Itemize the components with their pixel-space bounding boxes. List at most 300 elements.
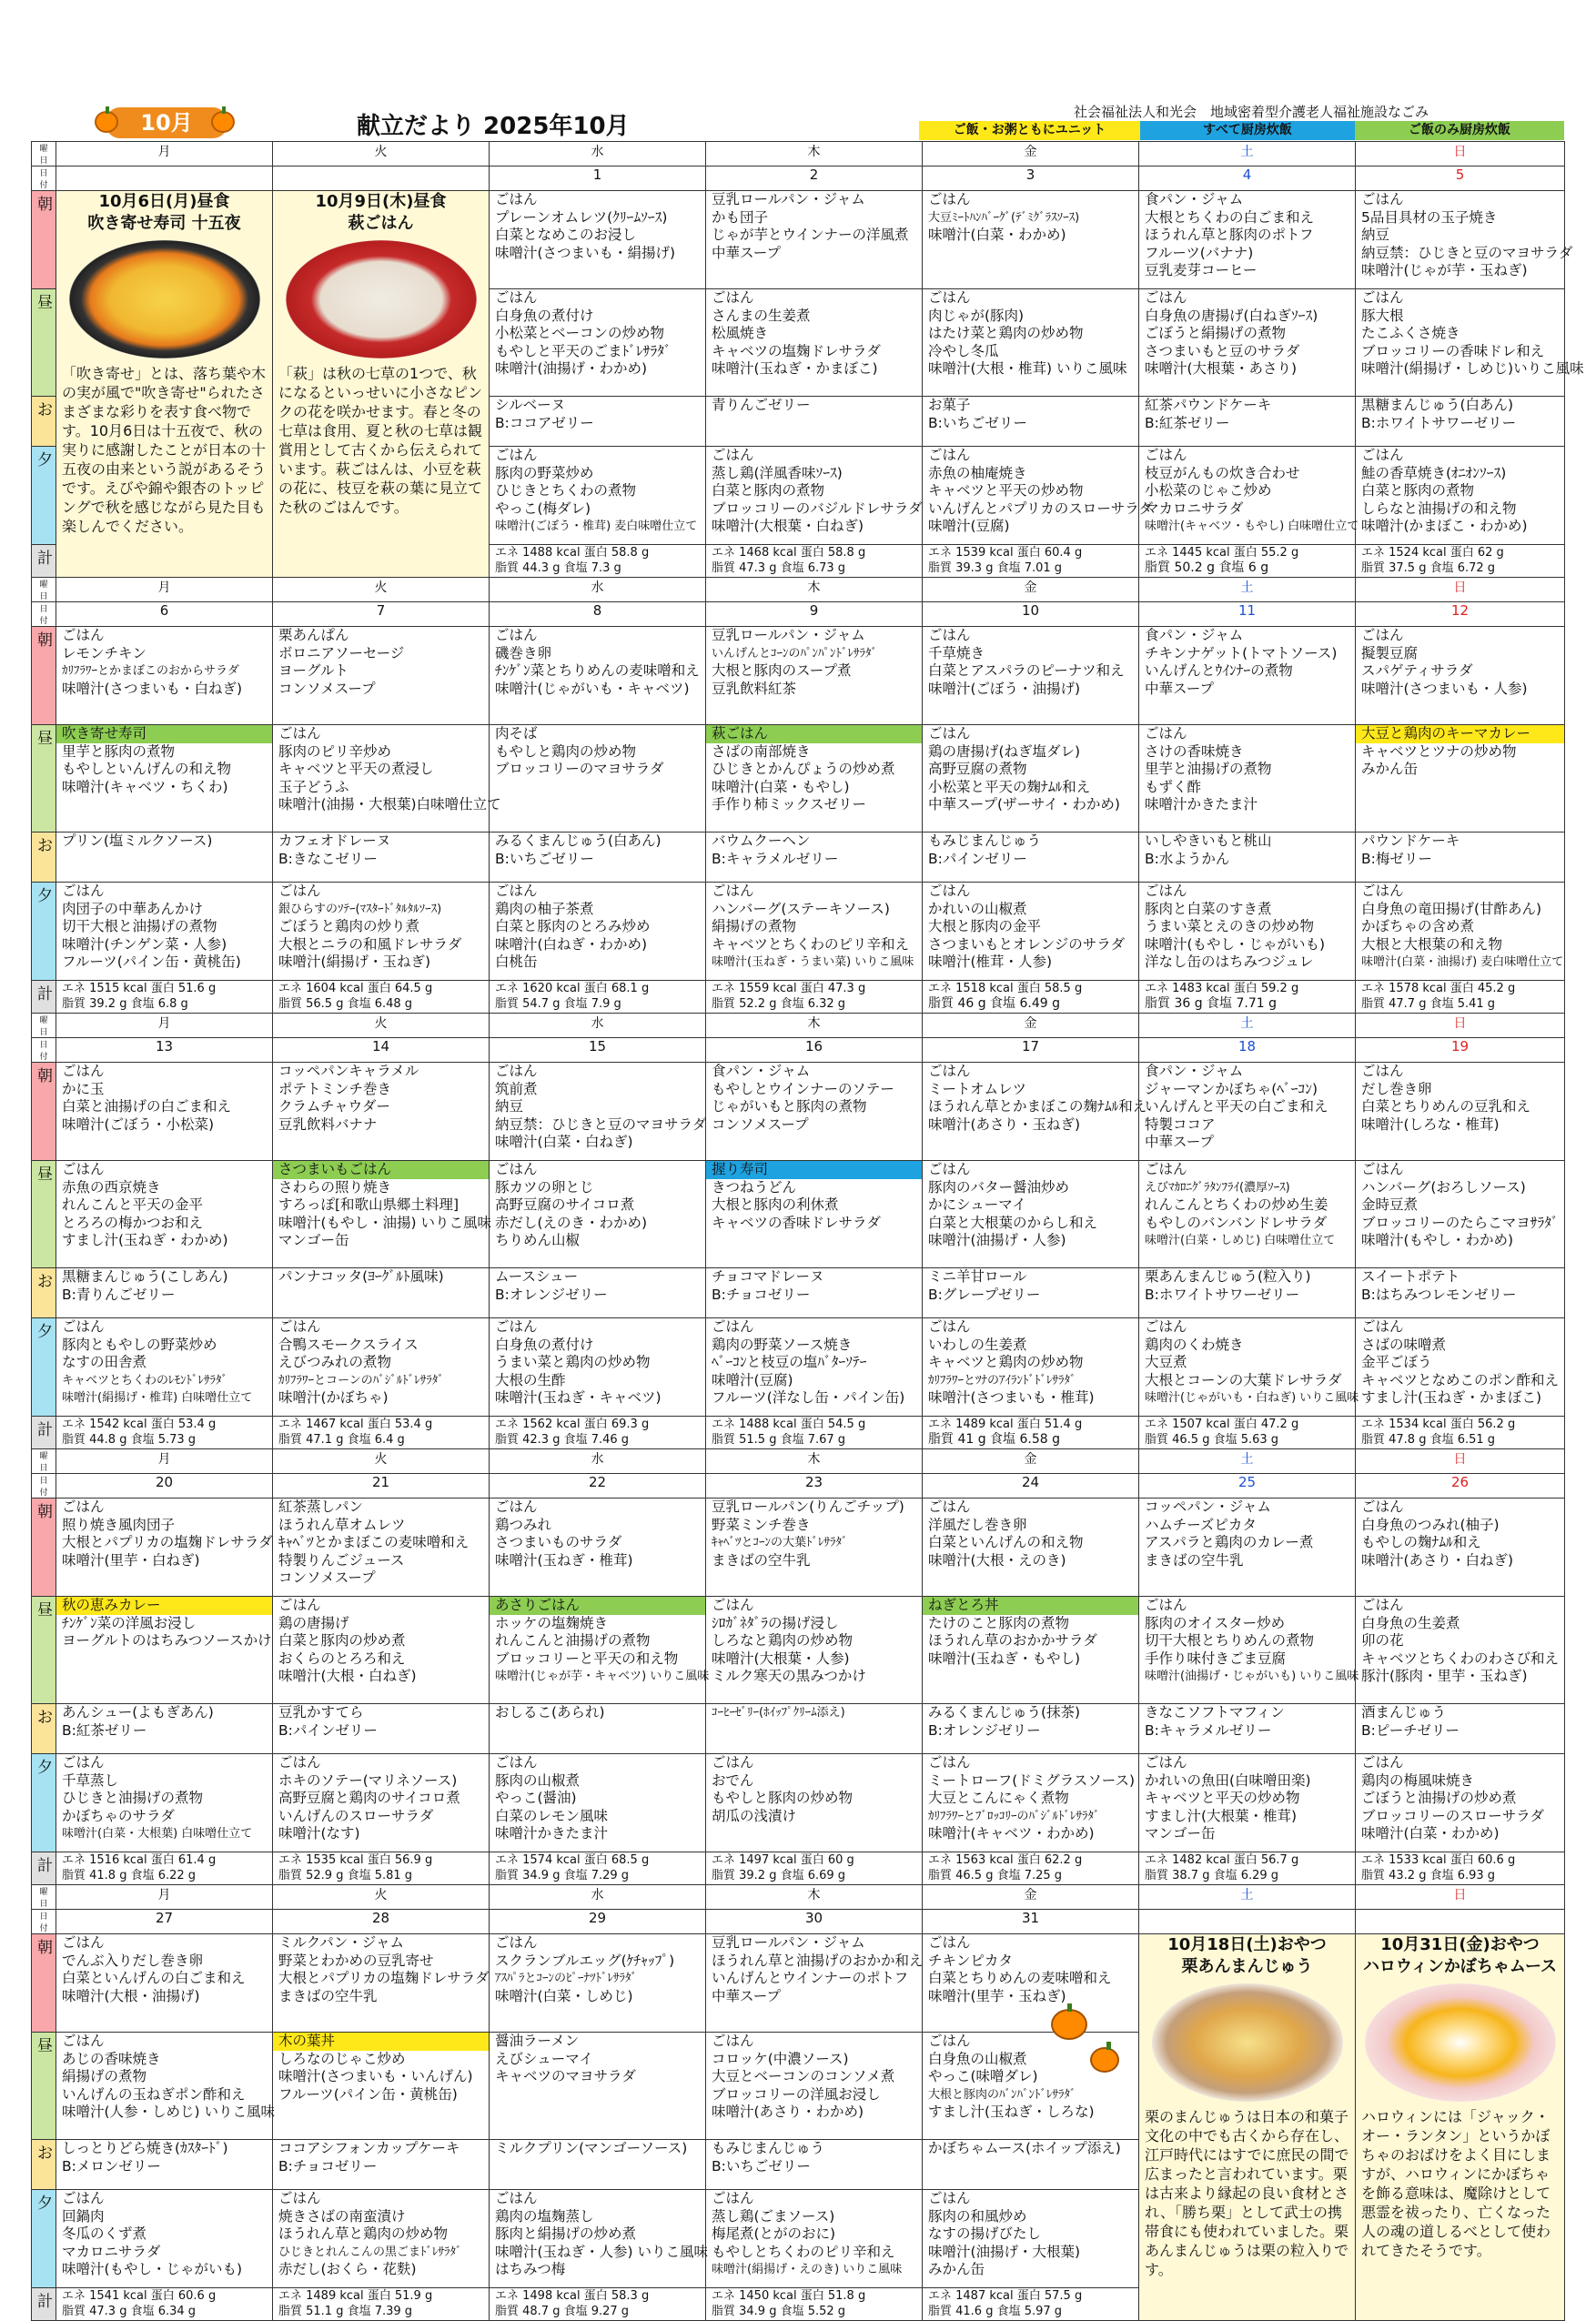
- menu-line: ｶﾘﾌﾗﾜｰとかまぼこのおからサラダ: [62, 664, 239, 678]
- menu-cell-yu: [1139, 1754, 1356, 1852]
- menu-line: 味噌汁(じゃがいも・キャベツ): [495, 680, 690, 697]
- menu-line: 白身魚の煮付け: [495, 307, 594, 324]
- legend-unit: ご飯・お粥ともにユニット: [919, 121, 1140, 140]
- row-label-yu: 夕: [32, 883, 56, 981]
- menu-line: 豆乳ロールパン・ジャム: [712, 1934, 865, 1951]
- menu-line: B:ココアゼリー: [495, 414, 594, 431]
- menu-line: 豚肉と白菜のすき煮: [1145, 900, 1272, 917]
- menu-cell-oyatsu: [273, 2140, 490, 2190]
- menu-line: 黒糖まんじゅう(白あん): [1361, 397, 1514, 413]
- menu-line: すまし汁(玉ねぎ・わかめ): [62, 1232, 228, 1248]
- menu-line: 中華スープ: [1145, 1134, 1214, 1150]
- row-label-hiru: 昼: [32, 289, 56, 397]
- weekday-6: 日: [1356, 1449, 1565, 1474]
- menu-line: もやしと豚肉の炒め物: [712, 1790, 854, 1806]
- menu-line: クラムチャウダー: [278, 1098, 390, 1115]
- menu-line: ごはん: [1145, 1754, 1187, 1771]
- menu-line: 味噌汁(もやし・じゃがいも): [1145, 935, 1326, 953]
- menu-line: かれいの魚田(白味噌田楽): [1145, 1771, 1311, 1789]
- menu-line: ごはん: [928, 1318, 971, 1335]
- menu-line: 味噌汁(ごぼう・小松菜): [62, 1115, 215, 1133]
- menu-line: ごはん: [278, 1754, 321, 1771]
- menu-line: 味噌汁(もやし・じゃがいも): [62, 2261, 243, 2277]
- menu-line: 脂質 41 g 食塩 6.58 g: [928, 1432, 1061, 1447]
- menu-cell-hiru: [490, 1597, 710, 1704]
- menu-cell-yu: [490, 447, 706, 545]
- menu-cell-asa: [490, 1063, 706, 1161]
- menu-line: B:メロンゼリー: [62, 2157, 161, 2175]
- menu-cell-nut: [706, 1417, 923, 1449]
- menu-cell-nut: [273, 981, 490, 1014]
- feature-title: 10月6日(月)昼食: [98, 192, 230, 211]
- menu-cell-nut: [706, 981, 923, 1014]
- menu-cell-hiru: [490, 289, 706, 397]
- row-label-yu: 夕: [32, 1754, 56, 1852]
- menu-line: かぼちゃのサラダ: [62, 1807, 175, 1824]
- menu-line: 脂質 41.8 g 食塩 6.22 g: [62, 1869, 197, 1882]
- menu-line: 味噌汁(白菜・大根葉) 白味噌仕立て: [62, 1827, 253, 1841]
- menu-line: 味噌汁かきたま汁: [1145, 796, 1258, 812]
- menu-line: 洋なし缶のはちみつジュレ: [1145, 954, 1314, 970]
- menu-line: エネ 1574 kcal 蛋白 68.5 g: [495, 1853, 650, 1867]
- menu-cell-asa: [923, 1499, 1139, 1597]
- menu-line: フルーツ(バナナ): [1145, 244, 1254, 261]
- menu-cell-nut: [1139, 1852, 1356, 1885]
- row-label-oyatsu: お: [32, 1268, 56, 1318]
- menu-line: 脂質 42.3 g 食塩 7.46 g: [495, 1433, 630, 1447]
- menu-line: 脂質 51.1 g 食塩 7.39 g: [278, 2305, 413, 2318]
- weekday-6: 日: [1356, 1014, 1565, 1038]
- menu-line: 白身魚の生姜煮: [1361, 1614, 1460, 1631]
- menu-line: 味噌汁(もやし・油揚) いりこ風味: [278, 1214, 492, 1231]
- menu-line: きなこソフトマフィン: [1145, 1704, 1285, 1721]
- menu-cell-oyatsu: [490, 397, 706, 447]
- menu-line: 味噌汁(里芋・白ねぎ): [62, 1551, 200, 1569]
- menu-line: キャベツとツナの炒め物: [1361, 742, 1517, 760]
- menu-cell-asa: [706, 1063, 923, 1161]
- menu-line: エネ 1488 kcal 蛋白 58.8 g: [495, 546, 650, 560]
- menu-line: 白菜となめこのお浸し: [495, 227, 637, 243]
- menu-line: 大根と大根葉の和え物: [1361, 935, 1503, 953]
- menu-line: 鶏肉の柚子茶煮: [495, 900, 594, 917]
- menu-line: 大根とコーンの大葉ドレサラダ: [1145, 1371, 1342, 1388]
- menu-line: 味噌汁(大根葉・あさり): [1145, 360, 1298, 377]
- menu-cell-oyatsu: [706, 2140, 923, 2190]
- row-label-oyatsu: お: [32, 2140, 56, 2190]
- menu-line: 小松菜と平天の麹ﾅﾑﾙ和え: [928, 778, 1091, 795]
- menu-line: マンゴー缶: [278, 1232, 349, 1248]
- menu-line: ブロッコリーのスローサラダ: [1361, 1807, 1545, 1824]
- menu-line: ごはん: [712, 2190, 754, 2206]
- date-cell: 2: [706, 167, 923, 191]
- menu-line: 蒸し鶏(ごまソース): [712, 2207, 835, 2225]
- menu-line: ごはん: [62, 1499, 105, 1515]
- row-label-date_small: 日付: [32, 602, 56, 627]
- menu-line: 中華スープ: [1145, 680, 1214, 697]
- menu-line: パンナコッタ(ﾖｰｸﾞﾙﾄ風味): [278, 1268, 444, 1285]
- menu-line: ほうれん草と鶏肉の炒め物: [278, 2225, 449, 2242]
- menu-line: 納豆: [495, 1098, 524, 1115]
- menu-line: 味噌汁(あさり・白ねぎ): [1361, 1551, 1514, 1569]
- menu-line: しろなと鶏肉の炒め物: [712, 1632, 854, 1649]
- weekday-3: 木: [706, 1885, 923, 1910]
- menu-cell-nut: [923, 2288, 1139, 2321]
- menu-line: B:いちごゼリー: [712, 2157, 811, 2175]
- menu-line: 豚肉ともやしの野菜炒め: [62, 1336, 217, 1353]
- menu-line: 味噌汁(かまぼこ・わかめ): [1361, 518, 1528, 534]
- meal-row-nut: [32, 1417, 1565, 1449]
- menu-line: 高野豆腐と鶏肉のサイコロ煮: [278, 1790, 460, 1806]
- row-label-dow_small: 曜日: [32, 1885, 56, 1910]
- menu-line: ごはん: [1145, 725, 1187, 742]
- menu-cell-asa: [923, 1934, 1139, 2033]
- menu-cell-asa: [56, 627, 273, 725]
- menu-line: 栗あんまんじゅう(粒入り): [1145, 1268, 1311, 1285]
- date-cell: 26: [1356, 1474, 1565, 1499]
- menu-line: チキンピカタ: [928, 1952, 1013, 1969]
- menu-line: 赤魚の西京焼き: [62, 1178, 161, 1196]
- menu-line: いしやきいもと桃山: [1145, 833, 1272, 849]
- menu-line: いんげんのスローサラダ: [278, 1807, 434, 1824]
- menu-cell-hiru: [273, 1597, 490, 1704]
- menu-line: うまい菜とえのきの炒め物: [1145, 918, 1315, 934]
- feature-title: 栗あんまんじゅう: [1181, 1957, 1313, 1976]
- menu-line: ひじきとちくわの煮物: [495, 482, 637, 499]
- menu-line: ごはん: [1361, 1318, 1404, 1335]
- menu-line: 鶏肉の野菜ソース焼き: [712, 1336, 853, 1353]
- menu-line: 大根と豚肉の金平: [928, 918, 1042, 934]
- menu-cell-yu: [923, 1318, 1139, 1417]
- menu-line: ミルクプリン(マンゴーソース): [495, 2140, 688, 2156]
- menu-line: ほうれん草と油揚げのおかか和え: [712, 1952, 924, 1969]
- menu-cell-yu: [1356, 1754, 1565, 1852]
- menu-cell-yu: [56, 2190, 273, 2288]
- menu-line: 脂質 34.9 g 食塩 5.52 g: [712, 2305, 846, 2318]
- date-cell: 13: [56, 1038, 273, 1063]
- menu-line: 大豆とこんにゃく煮物: [928, 1790, 1069, 1806]
- menu-line: 味噌汁(白菜・しめじ) 白味噌仕立て: [1145, 1234, 1336, 1247]
- date-cell: 21: [273, 1474, 490, 1499]
- menu-line: B:いちごゼリー: [495, 850, 594, 867]
- weekday-0: 月: [56, 1449, 273, 1474]
- menu-line: かれいの山椒煮: [928, 900, 1027, 917]
- menu-cell-oyatsu: [1356, 397, 1565, 447]
- weekday-4: 金: [923, 578, 1139, 602]
- menu-line: 特製ココア: [1145, 1115, 1216, 1133]
- menu-line: ねぎとろ丼: [923, 1597, 1138, 1615]
- menu-line: エネ 1497 kcal 蛋白 60 g: [712, 1853, 854, 1867]
- row-label-asa: 朝: [32, 1063, 56, 1161]
- date-cell: [1356, 1910, 1565, 1934]
- food-photo: [1365, 1983, 1556, 2102]
- date-cell: 25: [1139, 1474, 1356, 1499]
- menu-line: 鶏の唐揚げ: [278, 1614, 349, 1631]
- menu-line: 食パン・ジャム: [712, 1063, 811, 1079]
- menu-line: マカロニサラダ: [1145, 500, 1244, 517]
- menu-line: 特製りんごジュース: [278, 1551, 405, 1569]
- menu-line: おくらのとろろ和え: [278, 1650, 406, 1667]
- menu-line: じゃがいもと豚肉の煮物: [712, 1098, 867, 1115]
- menu-line: ごはん: [278, 883, 321, 899]
- menu-line: ごはん: [495, 1934, 538, 1951]
- menu-line: 里芋と豚肉の煮物: [62, 742, 176, 760]
- menu-line: ごはん: [712, 883, 754, 899]
- weekday-2: 水: [490, 1885, 706, 1910]
- menu-line: B:チョコゼリー: [712, 1286, 811, 1303]
- weekday-0: 月: [56, 578, 273, 602]
- row-label-dow_small: 曜日: [32, 1449, 56, 1474]
- menu-cell-nut: [706, 2288, 923, 2321]
- menu-cell-asa: [56, 1063, 273, 1161]
- meal-row-hiru: [32, 1161, 1565, 1268]
- menu-line: 磯巻き卵: [495, 644, 552, 661]
- menu-line: やっこ(味噌ダレ): [928, 2068, 1038, 2084]
- menu-line: ｷｬﾍﾞﾂとかまぼこの麦味噌和え: [278, 1534, 470, 1550]
- menu-line: エネ 1445 kcal 蛋白 55.2 g: [1145, 546, 1299, 560]
- menu-cell-oyatsu: [706, 833, 923, 883]
- menu-line: だし巻き卵: [1361, 1080, 1432, 1097]
- menu-line: 大豆とベーコンのコンソメ煮: [712, 2068, 895, 2084]
- menu-cell-yu: [1139, 447, 1359, 545]
- menu-line: ポテトミンチ巻き: [278, 1080, 392, 1097]
- date-cell: 30: [706, 1910, 923, 1934]
- menu-line: ｼﾛｶﾞﾈﾀﾞﾗの揚げ浸し: [712, 1614, 839, 1631]
- menu-line: ごはん: [62, 627, 105, 643]
- menu-line: しろなのじゃこ炒め: [278, 2050, 406, 2067]
- menu-cell-yu: [1356, 1318, 1565, 1417]
- menu-line: ひじきと油揚げの煮物: [62, 1790, 204, 1806]
- meal-row-oyatsu: [32, 1704, 1565, 1754]
- menu-cell-nut: [1356, 1417, 1565, 1449]
- menu-line: 脂質 39.2 g 食塩 6.8 g: [62, 997, 188, 1011]
- menu-line: フルーツ(パイン缶・黄桃缶): [278, 2085, 458, 2103]
- menu-cell-asa: [706, 191, 923, 289]
- weekday-2: 水: [490, 1014, 706, 1038]
- row-label-oyatsu: お: [32, 1704, 56, 1754]
- menu-cell-asa: [923, 191, 1139, 289]
- menu-line: エネ 1450 kcal 蛋白 51.8 g: [712, 2289, 866, 2303]
- menu-line: ごはん: [712, 1318, 754, 1335]
- menu-line: エネ 1516 kcal 蛋白 61.4 g: [62, 1853, 217, 1867]
- legend-kitchen-all: すべて厨房炊飯: [1140, 121, 1355, 140]
- menu-line: もやしとちくわのピリ辛和え: [712, 2243, 895, 2260]
- menu-cell-oyatsu: [56, 1704, 273, 1754]
- menu-cell-hiru: [923, 1161, 1139, 1268]
- menu-cell-oyatsu: [923, 833, 1139, 883]
- menu-cell-yu: [706, 447, 923, 545]
- menu-line: 脂質 47.1 g 食塩 6.4 g: [278, 1433, 405, 1447]
- menu-line: ごはん: [928, 2033, 971, 2049]
- menu-line: B:梅ゼリー: [1361, 850, 1432, 867]
- weekday-row: [32, 1885, 1565, 1910]
- menu-line: 秋の恵みカレー: [56, 1597, 272, 1615]
- menu-line: 筑前煮: [495, 1080, 538, 1097]
- menu-cell-hiru: [490, 725, 706, 833]
- menu-line: 味噌汁(さつまいも・人参): [1361, 680, 1528, 697]
- date-cell: 10: [923, 602, 1139, 627]
- menu-line: ごはん: [712, 1597, 754, 1613]
- menu-line: ごはん: [928, 447, 971, 463]
- menu-line: エネ 1467 kcal 蛋白 53.4 g: [278, 1418, 433, 1431]
- menu-line: キャベツと平天の煮浸し: [278, 761, 434, 777]
- menu-cell-hiru: [923, 1597, 1139, 1704]
- menu-line: とろろの梅かつお和え: [62, 1214, 204, 1231]
- weekday-4: 金: [923, 1885, 1139, 1910]
- menu-cell-asa: [706, 1499, 923, 1597]
- menu-line: かも団子: [712, 208, 769, 226]
- menu-line: 醤油ラーメン: [495, 2033, 580, 2049]
- menu-line: 大根と豚肉の利休煮: [712, 1196, 839, 1213]
- menu-line: マンゴー缶: [1145, 1825, 1216, 1842]
- menu-line: 脂質 52.9 g 食塩 5.81 g: [278, 1869, 413, 1882]
- menu-cell-nut: [273, 1852, 490, 1885]
- menu-line: ごはん: [62, 883, 105, 899]
- menu-cell-hiru: [706, 289, 923, 397]
- date-row: [32, 1474, 1565, 1499]
- date-cell: 1: [490, 167, 706, 191]
- menu-cell-yu: [923, 447, 1154, 545]
- menu-line: B:ピーチゼリー: [1361, 1721, 1460, 1739]
- menu-line: ブロッコリーの香味ドレ和え: [1361, 342, 1545, 359]
- menu-cell-nut: [490, 1417, 706, 1449]
- menu-cell-asa: [490, 1499, 706, 1597]
- menu-line: さけの香味焼き: [1145, 742, 1244, 760]
- meal-row-nut: [32, 981, 1565, 1014]
- menu-line: ごはん: [495, 1161, 538, 1177]
- menu-line: バウムクーヘン: [712, 833, 811, 849]
- menu-line: 握り寿司: [706, 1161, 922, 1179]
- menu-cell-oyatsu: [1139, 833, 1356, 883]
- menu-line: さばの味噌煮: [1361, 1336, 1447, 1353]
- menu-line: ごはん: [62, 2033, 105, 2049]
- menu-line: ごはん: [1145, 289, 1187, 306]
- menu-line: ごはん: [62, 1161, 105, 1177]
- menu-line: B:キャラメルゼリー: [1145, 1721, 1272, 1739]
- menu-line: 千草蒸し: [62, 1771, 119, 1789]
- menu-cell-asa: [706, 1934, 923, 2033]
- menu-line: まきばの空牛乳: [1145, 1551, 1244, 1569]
- menu-cell-nut: [1139, 981, 1356, 1014]
- menu-line: コロッケ(中濃ソース): [712, 2050, 849, 2067]
- menu-line: B:チョコゼリー: [278, 2157, 378, 2175]
- weekday-5: 土: [1139, 578, 1356, 602]
- menu-line: ホッケの塩麹焼き: [495, 1614, 609, 1631]
- row-label-asa: 朝: [32, 1934, 56, 2033]
- menu-line: たけのこと豚肉の煮物: [928, 1614, 1070, 1631]
- menu-line: 味噌汁(じゃが芋・玉ねぎ): [1361, 262, 1528, 278]
- menu-line: 脂質 47.8 g 食塩 6.51 g: [1361, 1433, 1496, 1447]
- menu-line: 食パン・ジャム: [1145, 1063, 1244, 1079]
- menu-line: エネ 1468 kcal 蛋白 58.8 g: [712, 546, 866, 560]
- menu-line: ごはん: [495, 883, 538, 899]
- menu-line: B:オレンジゼリー: [495, 1286, 608, 1303]
- menu-line: 味噌汁(白菜・油揚げ) 麦白味噌仕立て: [1361, 955, 1564, 969]
- menu-line: マカロニサラダ: [62, 2243, 161, 2260]
- menu-line: ブロッコリーのバジルドレサラダ: [712, 500, 923, 517]
- date-cell: 6: [56, 602, 273, 627]
- menu-line: いんげんと平天の白ごま和え: [1145, 1098, 1328, 1115]
- menu-line: レモンチキン: [62, 644, 146, 661]
- date-cell: 3: [923, 167, 1139, 191]
- menu-line: ブロッコリーと平天の和え物: [495, 1650, 679, 1667]
- menu-line: 枝豆がんもの炊き合わせ: [1145, 464, 1300, 481]
- menu-line: B:オレンジゼリー: [928, 1721, 1041, 1739]
- menu-line: ごはん: [495, 1754, 538, 1771]
- menu-line: 肉じゃが(豚肉): [928, 307, 1025, 324]
- date-cell: 18: [1139, 1038, 1356, 1063]
- menu-cell-nut: [1356, 545, 1565, 578]
- menu-cell-nut: [56, 1417, 273, 1449]
- menu-cell-asa: [923, 627, 1139, 725]
- menu-line: 梅尾煮(とがのおに): [712, 2225, 836, 2242]
- menu-line: 大根とパプリカの塩麹ドレサラダ: [62, 1534, 273, 1550]
- menu-line: ﾍﾞｰｺﾝと枝豆の塩ﾊﾞﾀｰｿﾃｰ: [712, 1354, 867, 1370]
- menu-line: 胡瓜の浅漬け: [712, 1807, 797, 1824]
- date-row: [32, 167, 1565, 191]
- menu-line: ごはん: [1361, 191, 1404, 207]
- menu-line: 味噌汁(油揚げ・大根葉): [928, 2243, 1081, 2260]
- meal-row-asa: [32, 627, 1565, 725]
- menu-line: B:グレープゼリー: [928, 1286, 1041, 1303]
- menu-line: 鶏肉のくわ焼き: [1145, 1336, 1244, 1353]
- menu-line: スクランブルエッグ(ｹﾁｬｯﾌﾟ): [495, 1952, 675, 1969]
- menu-line: 白桃缶: [495, 954, 538, 970]
- weekday-3: 木: [706, 1014, 923, 1038]
- food-photo: [69, 240, 260, 358]
- menu-line: 脂質 34.9 g 食塩 7.29 g: [495, 1869, 630, 1882]
- menu-line: 白菜とアスパラのピーナツ和え: [928, 662, 1125, 679]
- menu-cell-hiru: [56, 1597, 273, 1704]
- date-cell: 23: [706, 1474, 923, 1499]
- menu-cell-yu: [490, 1318, 706, 1417]
- menu-line: 味噌汁かきたま汁: [495, 1825, 609, 1842]
- menu-line: 大根と豚肉のスープ煮: [712, 662, 852, 679]
- menu-cell-nut: [56, 981, 273, 1014]
- menu-line: 味噌汁(白菜・しめじ): [495, 1987, 633, 2004]
- menu-line: ごはん: [278, 2190, 321, 2206]
- menu-line: いんげんとｺｰﾝのﾊﾟﾝﾊﾟﾝﾄﾞﾚｻﾗﾀﾞ: [712, 646, 878, 661]
- menu-line: エネ 1542 kcal 蛋白 53.4 g: [62, 1418, 217, 1431]
- menu-line: もやしのバンバンドレサラダ: [1145, 1214, 1328, 1231]
- menu-line: もやしと鶏肉の炒め物: [495, 742, 637, 760]
- menu-line: 白身魚の煮付け: [495, 1336, 594, 1353]
- menu-cell-yu: [273, 1318, 490, 1417]
- menu-cell-nut: [923, 545, 1139, 578]
- menu-line: 大豆煮: [1145, 1354, 1187, 1370]
- menu-line: 脂質 46.5 g 食塩 7.25 g: [928, 1869, 1063, 1882]
- menu-line: もやしの麹ﾅﾑﾙ和え: [1361, 1534, 1481, 1550]
- menu-cell-yu: [706, 1754, 923, 1852]
- menu-cell-oyatsu: [1356, 1704, 1565, 1754]
- menu-line: エネ 1488 kcal 蛋白 54.5 g: [712, 1418, 866, 1431]
- menu-cell-nut: [706, 1852, 923, 1885]
- menu-line: 大根とちくわの白ごま和え: [1145, 208, 1315, 226]
- menu-line: ちりめん山椒: [495, 1232, 581, 1248]
- date-cell: 12: [1356, 602, 1565, 627]
- meal-row-yu: [32, 883, 1565, 981]
- menu-line: キャベツと平天の炒め物: [1145, 1790, 1300, 1806]
- menu-line: さわらの照り焼き: [278, 1178, 392, 1196]
- menu-line: コンソメスープ: [278, 680, 376, 697]
- menu-line: ひじきとれんこんの黒ごまﾄﾞﾚｻﾗﾀﾞ: [278, 2245, 462, 2259]
- menu-line: 中華スープ: [712, 244, 781, 261]
- menu-line: ごはん: [1361, 1597, 1404, 1613]
- menu-line: エネ 1539 kcal 蛋白 60.4 g: [928, 546, 1083, 560]
- menu-cell-oyatsu: [1139, 1704, 1356, 1754]
- menu-cell-asa: [1139, 627, 1356, 725]
- menu-line: ブロッコリーのマヨサラダ: [495, 761, 664, 777]
- row-label-oyatsu: お: [32, 397, 56, 447]
